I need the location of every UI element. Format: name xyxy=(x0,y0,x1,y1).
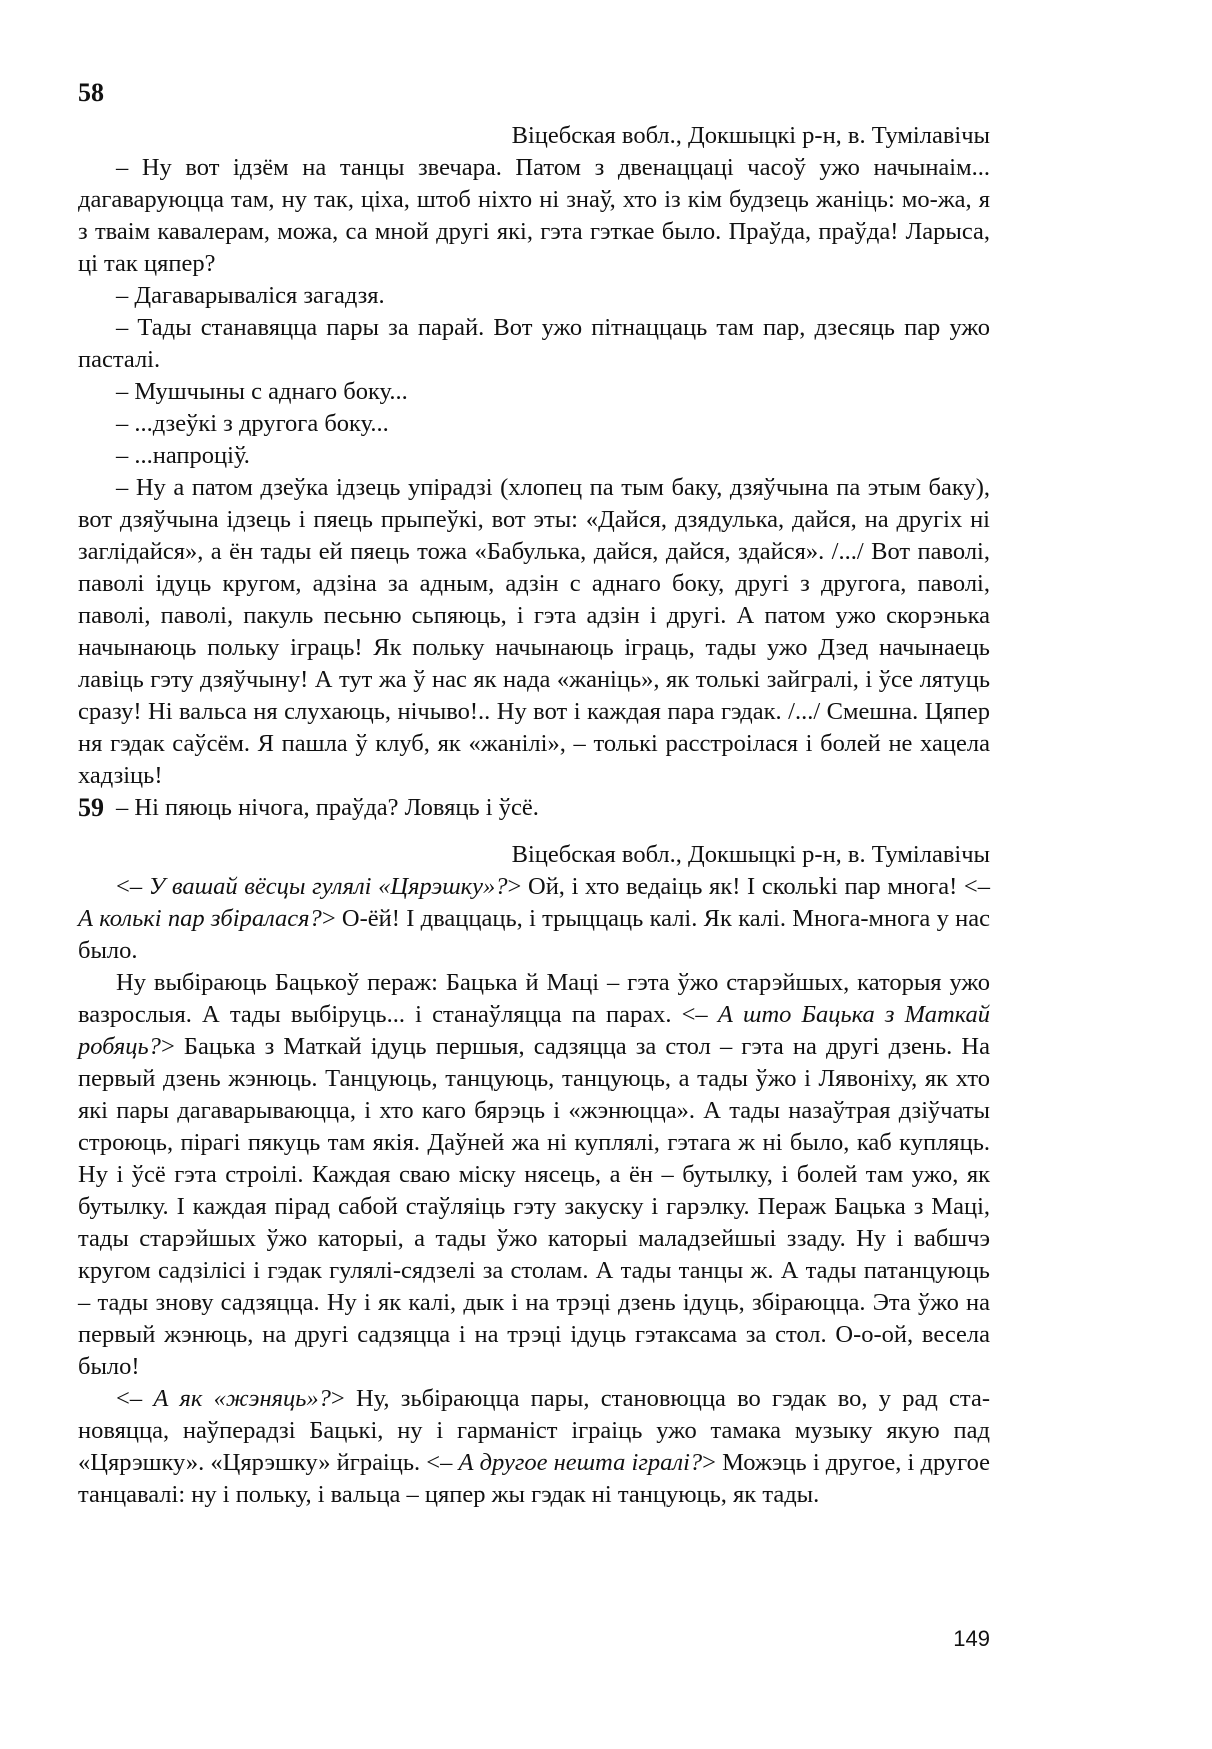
paragraph xyxy=(78,871,990,967)
text-run: – Ну вот ідзём на танцы звечара. Патом з двенаццаці часоў ужо начынаім... дагаваруюцца там, ну так, ціха, штоб ніхто ні знаў, хто із кім будзець жаніць: мо-жа, я з тваім кавалерам, можа, са мной другі які, гэта гэткае было. Праўда, праўда! Ларыса, ці так цяпер? xyxy=(78,154,990,277)
paragraph xyxy=(78,312,990,376)
interviewer-question: У вашай вёсцы гулялі «Цярэшку»? xyxy=(148,873,508,900)
interviewer-question: А другое нешта ігралі? xyxy=(458,1449,703,1476)
text-run: > Можэць і другое, і другое танцавалі: ну і польку, і вальца – цяпер жы гэдак ні танцуюць, як тады. xyxy=(78,1449,991,1508)
text-run: <– xyxy=(116,1385,154,1412)
entry-number: 58 xyxy=(78,78,104,107)
entry-59 xyxy=(78,793,990,1511)
text-run: – Ну а патом дзеўка ідзець упірадзі (хлопец па тым баку, дзяўчына па этым баку), вот дзяўчына ідзець і пяець прыпеўкі, вот эты: «Дайся, дзядулька, дайся, на другіх ні заглідайся», а ён тады ей пяець тожа «Бабулька, дайся, дайся, здайся». /.../ Вот паволі, паволі ідуць кругом, адзіна за адным, адзін с аднаго боку, другі з другога, паволі, паволі, паволі, пакуль песьню сьпяюць, і гэта адзін і другі. А патом ужо скорэнька начынаюць польку іграць! Як польку начынаюць іграць, тады ужо Дзед начынаець лавіць гэту дзяўчыну! А тут жа ў нас як нада «жаніць», як толькі зайгралі, і ўсе лятуць сразу! Ні вальса ня слухаюць, нічыво!.. Ну вот і каждая пара гэдак. /.../ Смешна. Цяпер ня гэдак саўсём. Я пашла ў клуб, як «жанілі», – толькі расстроілася і болей не хацела хадзіць! xyxy=(78,474,990,789)
entry-location: Віцебская вобл., Докшыцкі р-н, в. Тумілавічы xyxy=(511,841,990,868)
text-run: > Ой, і хто ведаіць як! І скольki пар многа! <– xyxy=(507,873,991,900)
entry-number: 59 xyxy=(78,793,104,822)
text-run: – Мушчыны с аднаго боку... xyxy=(116,378,408,405)
entry-58 xyxy=(78,78,990,824)
paragraph xyxy=(78,967,990,1383)
text-run: – ...напроціў. xyxy=(116,442,250,469)
interviewer-question: А колькі пар збіралася? xyxy=(78,905,322,932)
paragraph xyxy=(78,280,990,312)
entry-body xyxy=(78,871,990,1511)
text-run: > Бацька з Маткай ідуць першыя, садзяцца за стол – гэта на другі дзень. На первый дзень жэнюць. Танцуюць, танцуюць, танцуюць, а тады ўжо і Лявоніху, як хто які пары дагаварываюцца, і хто каго бярэць і «жэнюцца». А тады назаўтрая дзіўчаты строюць, пірагі пякуць там якія. Даўней жа ні куплялі, гэтага ж ні было, каб купляць. Ну і ўсё гэта строілі. Каждая сваю міску нясець, а ён – бутылку, і болей там ужо, як бутылку. І каждая пірад сабой стаўляіць гэту закуску і гарэлку. Пераж Бацька з Маці, тады старэйшых ўжо каторыі, а тады ўжо каторыі маладзейшыі ззаду. Ну і вабшчэ кругом садзілісі і гэдак гулялі-сядзелі за столам. А тады танцы ж. А тады патанцуюць – тады знову садзяцца. Ну і як калі, дык і на трэці дзень ідуць, збіраюцца. Эта ўжо на первый жэнюць, на другі садзяцца і на трэці ідуць гэтаксама за стол. О-о-ой, весела было! xyxy=(78,1033,990,1380)
text-run: – Тады станавяцца пары за парай. Вот ужо пітнаццаць там пар, дзесяць пар ужо пасталі. xyxy=(78,314,990,373)
paragraph xyxy=(78,152,990,280)
entry-body xyxy=(78,152,990,824)
paragraph xyxy=(78,1383,990,1511)
text-run: > О-ёй! І дваццаць, і трыццаць калі. Як калі. Многа-многа у нас было. xyxy=(78,905,990,964)
text-run: – Ні пяюць нічога, праўда? Ловяць і ўсё. xyxy=(116,794,539,821)
interviewer-question: А як «жэняць»? xyxy=(153,1385,331,1412)
entry-location: Віцебская вобл., Докшыцкі р-н, в. Тумілавічы xyxy=(511,122,990,149)
text-run: <– xyxy=(116,873,149,900)
text-run: – ...дзеўкі з другога боку... xyxy=(116,410,389,437)
paragraph xyxy=(78,408,990,440)
text-run: Ну выбіраюць Бацькоў пераж: Бацька й Маці – гэта ўжо старэйшых, каторыя ужо вазрослыя. А тады выбіруць... і станаўляцца па парах. <– xyxy=(78,969,990,1028)
interviewer-question: А што Бацька з Маткай робяць? xyxy=(78,1001,990,1060)
paragraph xyxy=(78,376,990,408)
text-run: > Ну, зьбіраюцца пары, становюцца во гэдак во, у рад ста-новяцца, наўперадзі Бацькі, ну і гарманіст іграіць ужо тамака музыку якую пад «Цярэшку». «Цярэшку» йграіць. <– xyxy=(78,1385,990,1476)
paragraph xyxy=(78,440,990,472)
paragraph xyxy=(78,472,990,792)
page-number: 149 xyxy=(953,1626,990,1651)
text-run: – Дагаварываліся загадзя. xyxy=(116,282,385,309)
